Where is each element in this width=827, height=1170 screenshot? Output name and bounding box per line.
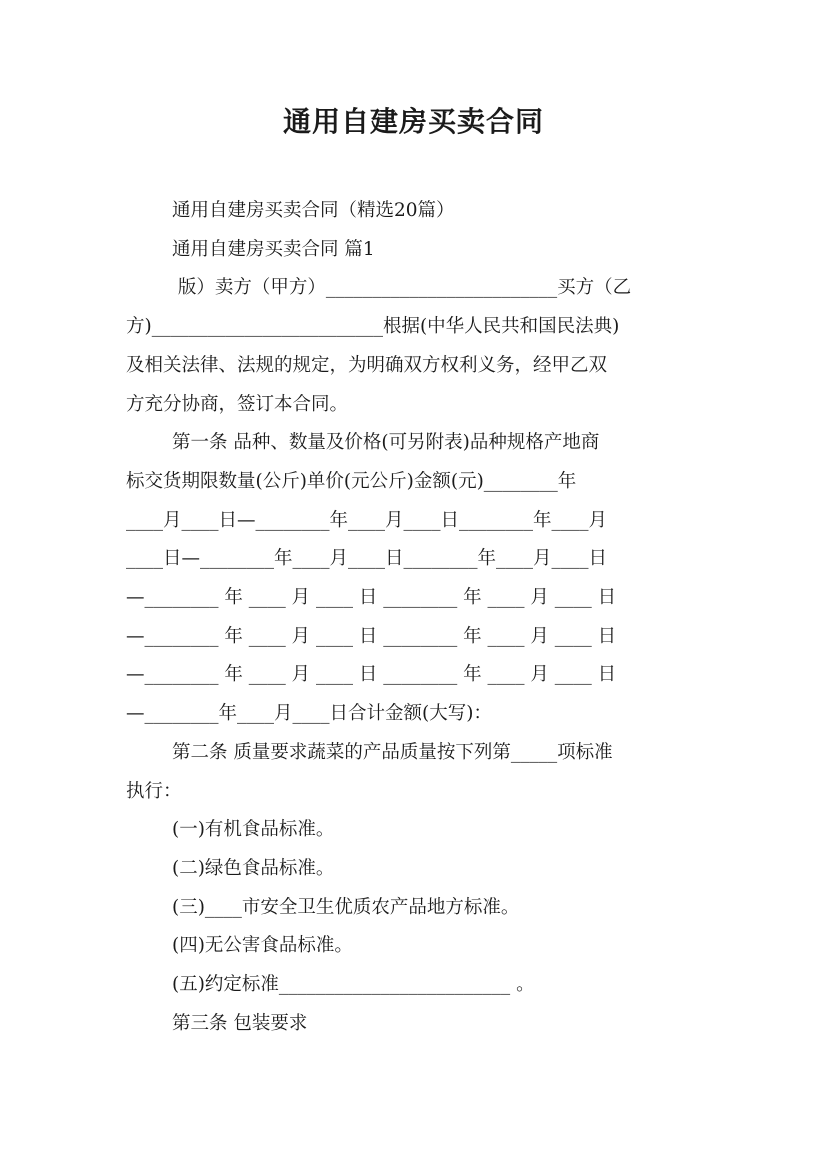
paragraph-line: 执行：	[126, 780, 182, 802]
document-body	[126, 192, 704, 1043]
paragraph-line: 标交货期限数量(公斤)单价(元公斤)金额(元)________年	[126, 470, 577, 492]
paragraph-line: —________ 年 ____ 月 ____ 日 ________ 年 ____ 月 ____ 日	[126, 664, 617, 686]
paragraph-line: (五)约定标准_________________________ 。	[172, 974, 535, 996]
paragraph-line: 第三条 包装要求	[172, 1012, 308, 1034]
paragraph-line: —________年____月____日合计金额(大写)：	[126, 703, 492, 725]
paragraph-line: 通用自建房买卖合同 篇1	[172, 238, 375, 260]
paragraph-line: ____日—________年____月____日________年____月____日	[126, 548, 608, 570]
paragraph-line: 方)_________________________根据(中华人民共和国民法典)	[126, 316, 620, 338]
paragraph-line: (三)____市安全卫生优质农产品地方标准。	[172, 896, 520, 918]
paragraph-line: (四)无公害食品标准。	[172, 935, 353, 957]
paragraph-line: (一)有机食品标准。	[172, 819, 335, 841]
paragraph-line: ____月____日—________年____月____日________年____月	[126, 509, 608, 531]
paragraph-line: 第二条 质量要求蔬菜的产品质量按下列第_____项标准	[172, 741, 613, 763]
paragraph-line: (二)绿色食品标准。	[172, 857, 335, 879]
paragraph-line: 方充分协商，签订本合同。	[126, 393, 349, 415]
paragraph-line: —________ 年 ____ 月 ____ 日 ________ 年 ____ 月 ____ 日	[126, 587, 617, 609]
paragraph-line: 及相关法律、法规的规定，为明确双方权利义务，经甲乙双	[126, 354, 608, 376]
paragraph-line: 通用自建房买卖合同（精选20篇）	[172, 200, 455, 221]
document-title: 通用自建房买卖合同	[282, 105, 544, 138]
paragraph-line: 第一条 品种、数量及价格(可另附表)品种规格产地商	[172, 432, 600, 454]
paragraph-line: 版）卖方（甲方）_________________________买方（乙	[172, 277, 632, 299]
paragraph-line: —________ 年 ____ 月 ____ 日 ________ 年 ____ 月 ____ 日	[126, 625, 617, 647]
